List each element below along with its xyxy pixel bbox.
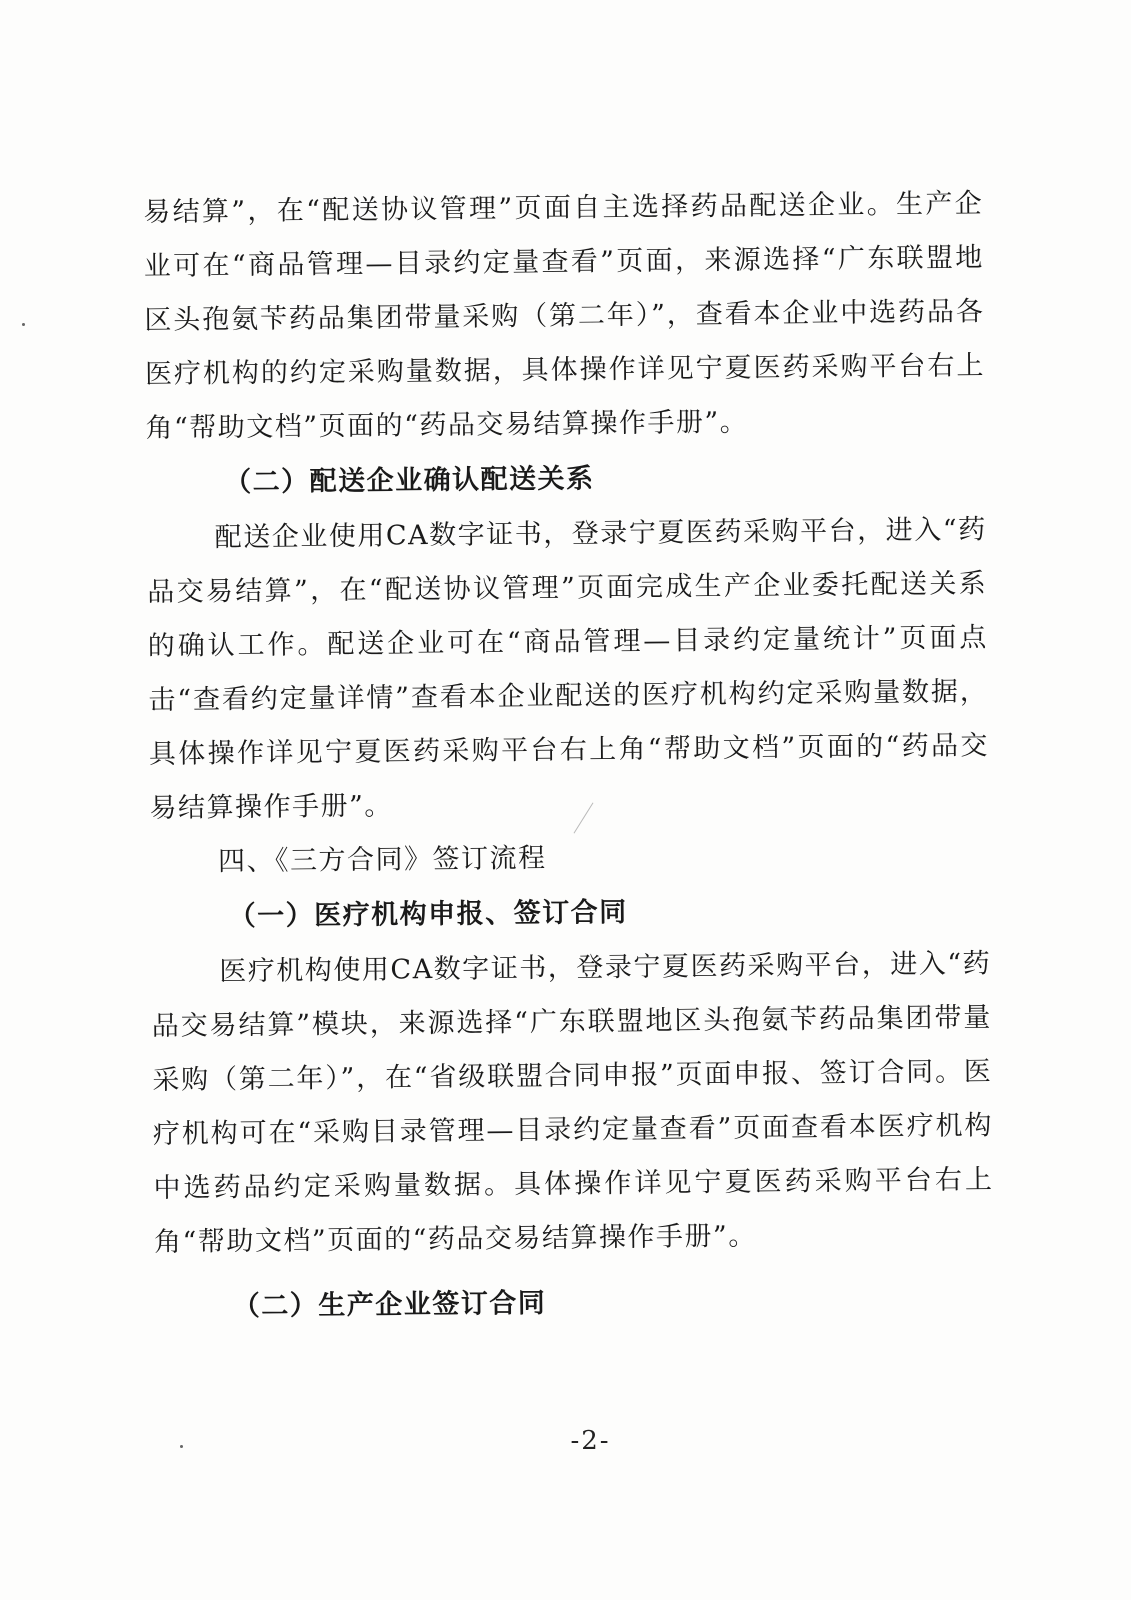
document-body	[143, 177, 995, 1336]
paragraph-distribution-enterprise: 配送企业使用CA数字证书，登录宁夏医药采购平台，进入“药品交易结算”，在“配送协议管理”页面完成生产企业委托配送关系的确认工作。配送企业可在“商品管理—目录约定量统计”页面点击“查看约定量详情”查看本企业配送的医疗机构约定采购量数据，具体操作详见宁夏医药采购平台右上角“帮助文档”页面的“药品交易结算操作手册”。	[147, 514, 990, 824]
scan-speck	[22, 323, 25, 326]
page-number: -2-	[570, 1426, 611, 1456]
heading-distribution-confirm: （二）配送企业确认配送关系	[223, 463, 595, 499]
heading-section-four: 四、《三方合同》签订流程	[217, 842, 547, 878]
heading-production-contract: （二）生产企业签订合同	[232, 1287, 547, 1323]
paragraph-medical-institution: 医疗机构使用CA数字证书，登录宁夏医药采购平台，进入“药品交易结算”模块，来源选择“广东联盟地区头孢氨苄药品集团带量采购（第二年）”，在“省级联盟合同申报”页面申报、签订合同。医疗机构可在“采购目录管理—目录约定量查看”页面查看本医疗机构中选药品约定采购量数据。具体操作详见宁夏医药采购平台右上角“帮助文档”页面的“药品交易结算操作手册”。	[151, 948, 994, 1258]
heading-medical-institution: （一）医疗机构申报、签订合同	[228, 896, 628, 933]
paragraph-production-enterprise: 易结算”，在“配送协议管理”页面自主选择药品配送企业。生产企业可在“商品管理—目录约定量查看”页面，来源选择“广东联盟地区头孢氨苄药品集团带量采购（第二年）”，查看本企业中选药品各医疗机构的约定采购量数据，具体操作详见宁夏医药采购平台右上角“帮助文档”页面的“药品交易结算操作手册”。	[143, 188, 986, 444]
